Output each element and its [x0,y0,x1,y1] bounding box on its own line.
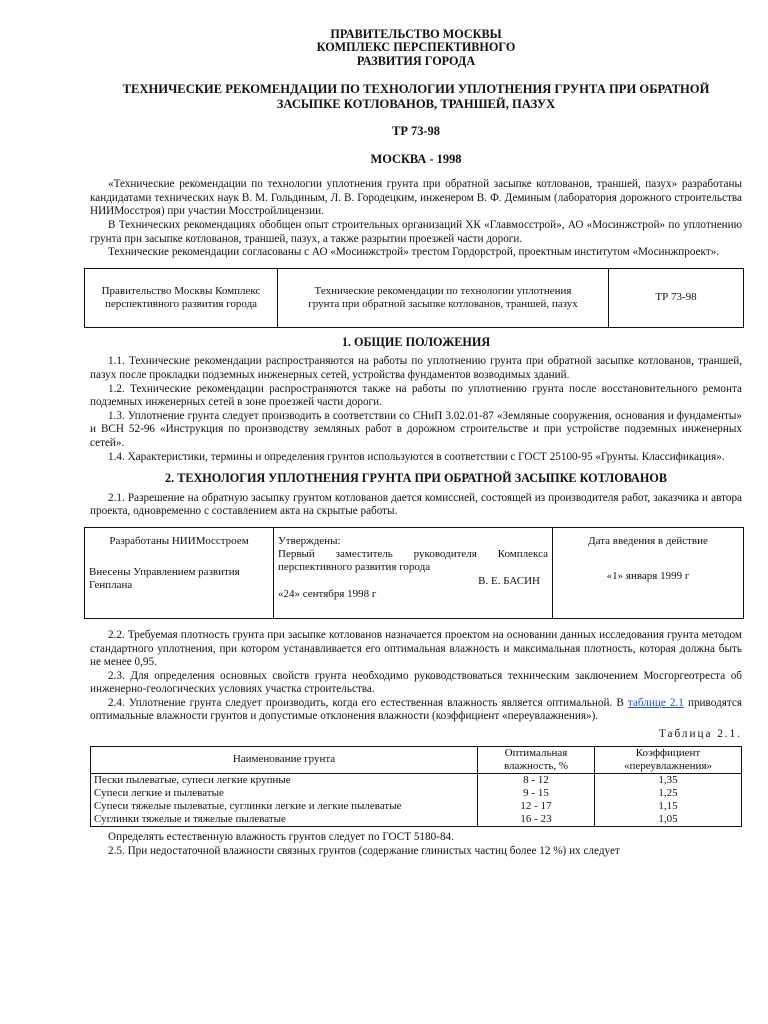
approved-date: «24» сентября 1998 г [278,587,377,600]
moisture-cell: 12 - 17 [478,800,595,813]
paragraph-2-2: 2.2. Требуемая плотность грунта при засыпке котлованов назначается проектом на основании данных исследования грунта методом стандартного уплотнения, при котором устанавливается его оптимальная влажность и максимальная плотность, которая должна быть не менее 0,95. [90,628,742,669]
introduction-date: «1» января 1999 г [606,570,690,583]
header-table [84,268,744,328]
paragraph-2-4 [90,697,742,724]
header-table-org: Правительство Москвы Комплекс перспективного развития города [85,268,278,327]
table-row [91,813,742,827]
intro-block [90,178,742,260]
section-1-paragraph: 1.4. Характеристики, термины и определения грунтов используются в соответствии с ГОСТ 25100-95 «Грунты. Классификация». [108,450,725,463]
introduction-label: Дата введения в действие [588,534,708,547]
org-line-3: РАЗВИТИЯ ГОРОДА [356,53,476,68]
section-2-heading: 2. ТЕХНОЛОГИЯ УПЛОТНЕНИЯ ГРУНТА ПРИ ОБРАТНОЙ ЗАСЫПКЕ КОТЛОВАНОВ [165,471,667,486]
intro-paragraph: Технические рекомендации согласованы с АО «Мосинжстрой» трестом Гордорстрой, проектным институтом «Мосинжпроект». [108,246,720,259]
intro-paragraph: «Технические рекомендации по технологии уплотнения грунта при обратной засыпке котлованов, траншей, пазух» разработаны кандидатами технических наук В. М. Гольдиным, Л. В. Городецким, инженером В. Ф. Деминым (лаборатория дорожного строительства НИИМосстроя) при участии Мосстройлицензии. [90,178,742,218]
paragraph-after-table: Определять естественную влажность грунтов следует по ГОСТ 5180-84. [108,831,454,844]
table-2-1-link[interactable]: таблице 2.1 [627,696,684,709]
approval-developed-cell [85,527,274,618]
city-year: МОСКВА - 1998 [370,151,462,166]
header-table-title: Технические рекомендации по технологии уплотнения грунта при обратной засыпке котлованов, траншей, пазух [278,268,609,327]
paragraph-2-4-text: 2.4. Уплотнение грунта следует производить, когда его естественная влажность является оптимальной. В [108,696,628,709]
approved-label: Утверждены: [278,534,341,547]
coefficient-cell: 1,35 [595,773,742,787]
developed-by: Разработаны НИИМосстроем [109,534,249,547]
section-2-continued [90,831,742,858]
org-header [90,28,742,68]
approved-position: Первый заместитель руководителя Комплекса перспективного развития города [278,548,548,574]
approval-table [84,527,744,619]
document-title: ТЕХНИЧЕСКИЕ РЕКОМЕНДАЦИИ ПО ТЕХНОЛОГИИ УПЛОТНЕНИЯ ГРУНТА ПРИ ОБРАТНОЙ ЗАСЫПКЕ КОТЛОВАНОВ, ТРАНШЕЙ, ПАЗУХ [122,82,710,111]
section-1-body [90,355,742,464]
table-row [91,773,742,787]
paragraph-2-3: 2.3. Для определения основных свойств грунта необходимо руководствоваться техническим заключением Мосгоргеотреста об инженерно-геологических условиях участка строительства. [90,669,742,696]
section-1-paragraph: 1.3. Уплотнение грунта следует производить в соответствии со СНиП 3.02.01-87 «Земляные сооружения, основания и фундаменты» и ВСН 52-96 «Инструкция по производству земляных работ в дорожном строительстве и при устройстве подземных инженерных сетей». [90,409,742,449]
col-header-coefficient: Коэффициент «переувлажнения» [595,746,742,773]
soil-name-cell: Супеси тяжелые пылеватые, суглинки легкие и легкие пылеватые [91,800,478,813]
paragraph-2-4-text-end: приводятся оптимальные влажности грунтов и допустимые отклонения влажности (коэффициент «переувлажнения»). [90,696,742,723]
coefficient-cell: 1,05 [595,813,742,827]
soil-name-cell: Пески пылеватые, супеси легкие крупные [91,773,478,787]
table-row [91,800,742,813]
paragraph-2-1: 2.1. Разрешение на обратную засыпку грунтом котлованов дается комиссией, состоящей из производителя работ, заказчика и автора проекта, одновременно с составлением акта на скрытые работы. [90,491,742,518]
approved-name: В. Е. БАСИН [478,574,540,587]
document-code: ТР 73-98 [392,124,440,139]
approval-date-cell [553,527,744,618]
paragraph-2-5: 2.5. При недостаточной влажности связных грунтов (содержание глинистых частиц более 12 %) их следует [108,845,620,858]
coefficient-cell: 1,25 [595,787,742,800]
document-page [90,24,742,859]
org-line-2: КОМПЛЕКС ПЕРСПЕКТИВНОГО [316,40,516,55]
moisture-table [90,746,742,828]
coefficient-cell: 1,15 [595,800,742,813]
org-line-1: ПРАВИТЕЛЬСТВО МОСКВЫ [330,27,502,41]
moisture-cell: 16 - 23 [478,813,595,827]
section-1-paragraph: 1.2. Технические рекомендации распространяются также на работы по уплотнению грунта после восстановительного ремонта подземных инженерных сетей в зоне проезжей части дороги. [90,382,742,409]
col-header-soil: Наименование грунта [91,746,478,773]
approval-approved-cell [274,527,553,618]
section-2-body [90,629,742,724]
moisture-table-header [91,746,742,773]
col-header-moisture: Оптимальная влажность, % [478,746,595,773]
soil-name-cell: Супеси легкие и пылеватые [91,787,478,800]
table-row [91,787,742,800]
table-caption: Таблица 2.1. [658,728,742,741]
moisture-cell: 9 - 15 [478,787,595,800]
section-1-heading: 1. ОБЩИЕ ПОЛОЖЕНИЯ [341,334,491,349]
moisture-cell: 8 - 12 [478,773,595,787]
submitted-by: Внесены Управлением развития Генплана [89,566,240,592]
header-table-code: ТР 73-98 [609,268,744,327]
soil-name-cell: Суглинки тяжелые и тяжелые пылеватые [91,813,478,827]
section-1-paragraph: 1.1. Технические рекомендации распространяются на работы по уплотнению грунта при обратной засыпке котлованов, траншей, пазух после прокладки подземных инженерных сетей, устройства фундаментов возводимых зданий. [90,355,742,381]
intro-paragraph: В Технических рекомендациях обобщен опыт строительных организаций ХК «Главмосстрой», АО «Мосинжстрой» по уплотнению грунта при засыпке котлованов, траншей, пазух, а также разрытии проезжей части дороги. [90,219,742,245]
